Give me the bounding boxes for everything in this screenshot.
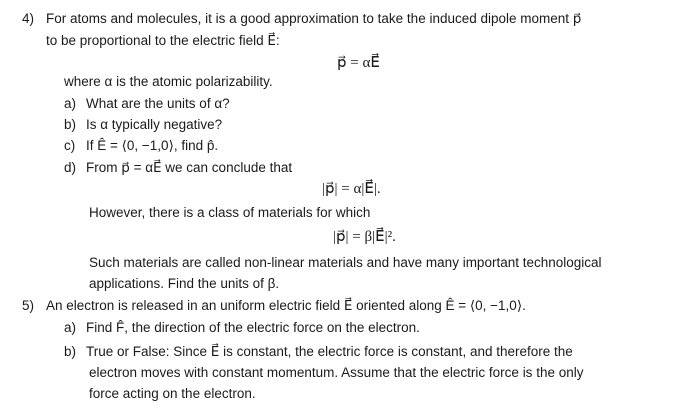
q4-intro-text-2: to be proportional to the electric field E⃗: <box>46 33 280 48</box>
q4-intro-line2 <box>46 34 280 48</box>
q5-part-b-text-1: True or False: Since E⃗ is constant, the electric force is constant, and therefore the <box>86 344 573 359</box>
q4-part-c-label: c) <box>64 138 76 153</box>
q5-intro-text: An electron is released in an uniform electric field E⃗ oriented along Ê = ⟨0, −1,0⟩. <box>46 298 526 313</box>
q5-part-b-line3: force acting on the electron. <box>89 386 256 401</box>
q4-where-text: where α is the atomic polarizability. <box>64 74 273 89</box>
q4-part-a <box>64 97 230 111</box>
q4-intro-line1 <box>22 12 581 26</box>
q4-however-text: However, there is a class of materials for which <box>89 205 371 220</box>
q4-part-d-text: From p⃗ = αE⃗ we can conclude that <box>86 160 293 175</box>
q5-part-b-line2: electron moves with constant momentum. Assume that the electric force is the only <box>89 365 584 380</box>
q4-nonlinear-line1: Such materials are called non-linear materials and have many important technological <box>89 255 602 270</box>
q4-equation: p⃗ = αE⃗ <box>337 55 380 71</box>
q4-part-c-text: If Ê = ⟨0, −1,0⟩, find p̂. <box>86 138 219 153</box>
q5-part-b-label: b) <box>64 344 77 359</box>
q4-part-b <box>64 118 222 132</box>
q4-intro-text-1: For atoms and molecules, it is a good approximation to take the induced dipole moment p⃗ <box>46 11 582 26</box>
q5-part-a <box>64 321 420 335</box>
q4-number: 4) <box>22 11 35 26</box>
q4-nonlinear-equation: |p⃗| = β|E⃗|². <box>333 229 396 245</box>
q4-magnitude-equation: |p⃗| = α|E⃗|. <box>322 181 381 197</box>
q4-part-a-text: What are the units of α? <box>86 96 230 111</box>
q5-part-a-text: Find F̂, the direction of the electric force on the electron. <box>86 320 420 335</box>
q4-part-b-text: Is α typically negative? <box>86 117 223 132</box>
q4-part-c <box>64 139 218 153</box>
q5-part-b-line1 <box>64 345 573 359</box>
q5-part-a-label: a) <box>64 320 77 335</box>
q4-part-a-label: a) <box>64 96 77 111</box>
q4-nonlinear-line2: applications. Find the units of β. <box>89 276 280 291</box>
q4-part-d-label: d) <box>64 160 77 175</box>
q5-intro <box>22 299 526 313</box>
q4-part-d <box>64 161 292 175</box>
q4-part-b-label: b) <box>64 117 77 132</box>
q5-number: 5) <box>22 298 35 313</box>
